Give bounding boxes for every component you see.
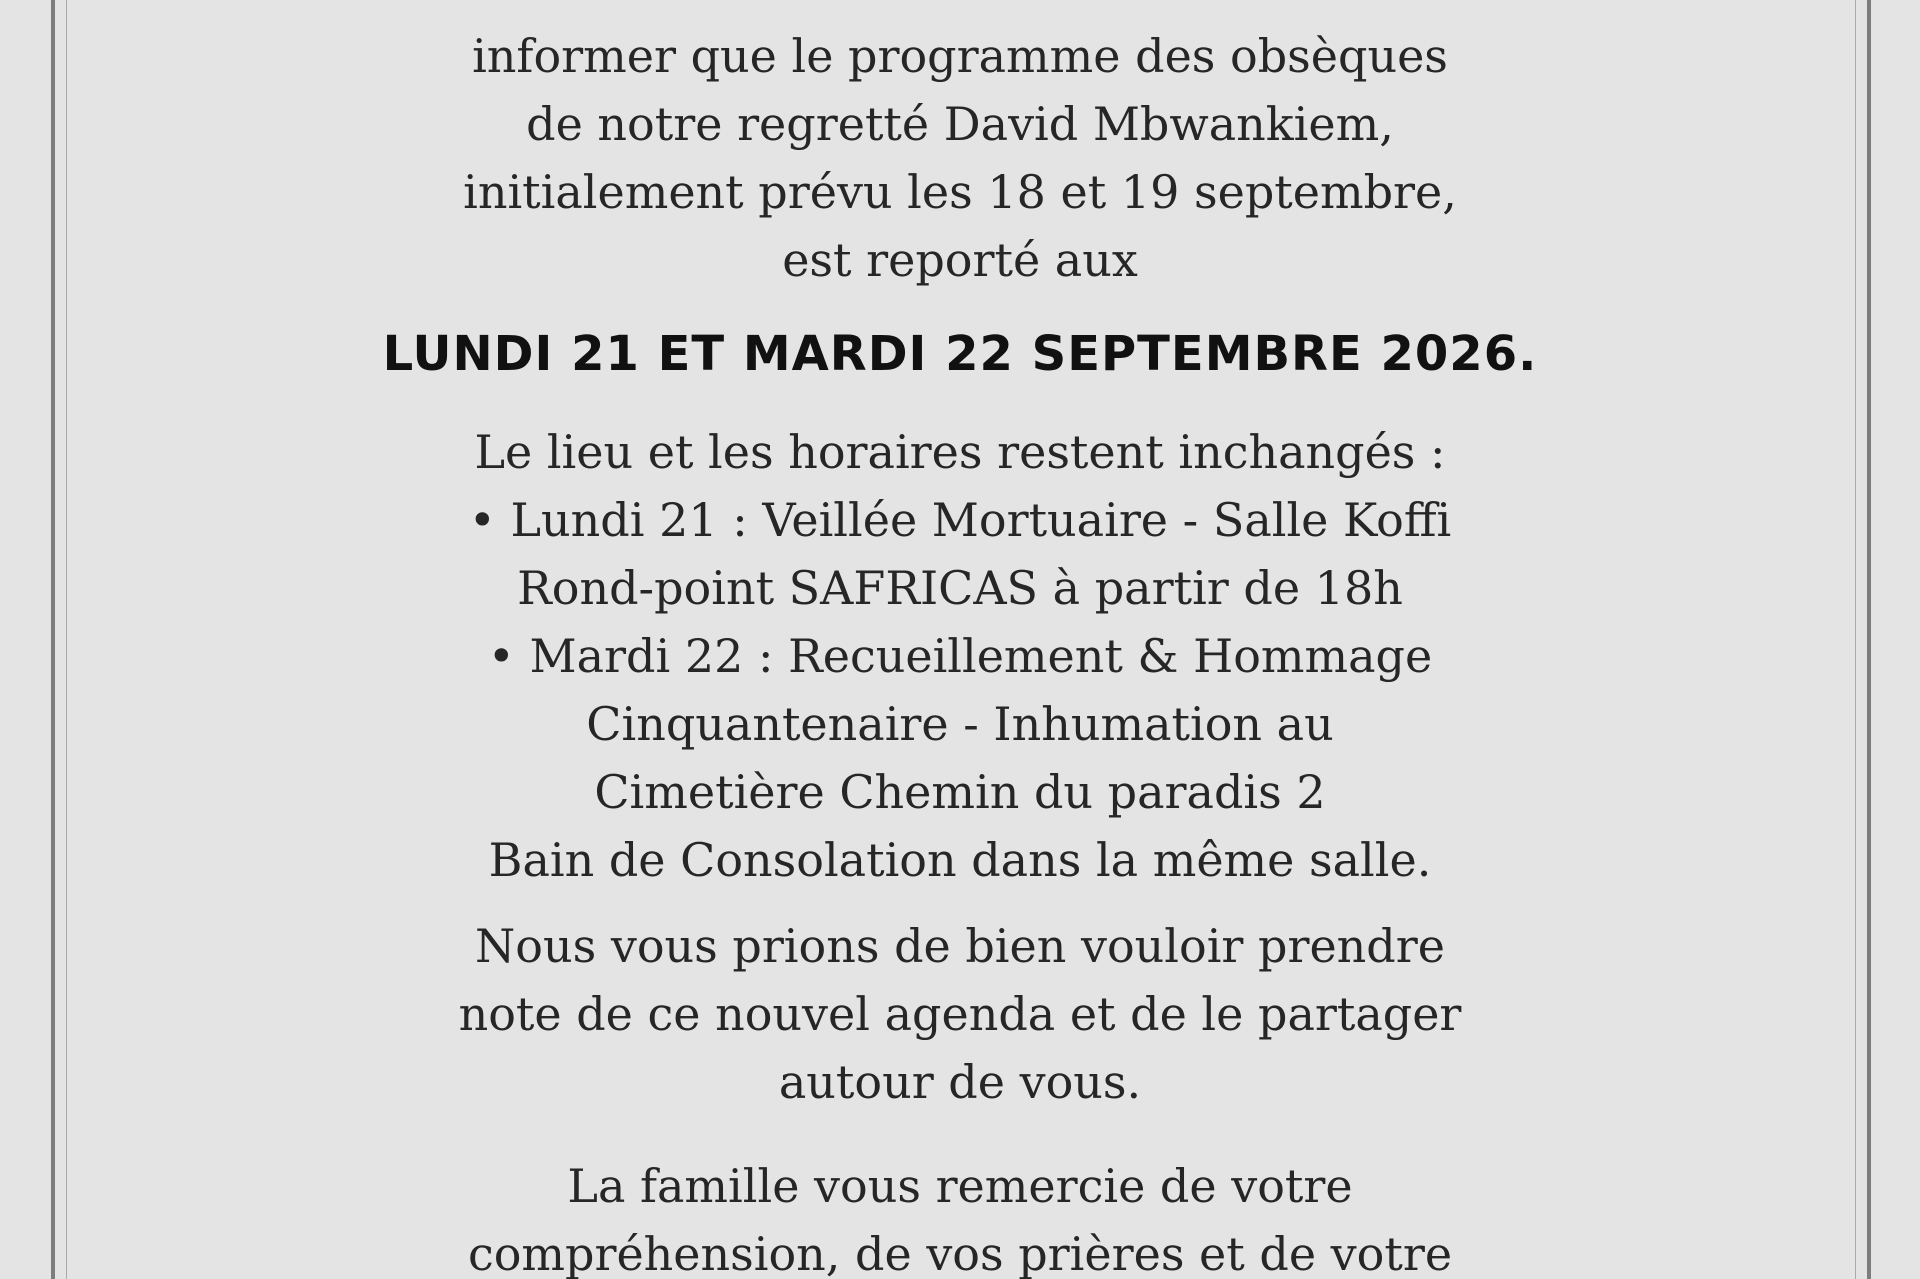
request-line: autour de vous. [778, 1055, 1142, 1109]
frame-border-right [1867, 0, 1871, 1279]
intro-line: de notre regretté David Mbwankiem, [526, 97, 1394, 151]
intro-paragraph [80, 0, 1840, 294]
intro-line: est reporté aux [782, 233, 1138, 287]
notice-content [80, 0, 1840, 1279]
new-dates-heading: LUNDI 21 ET MARDI 22 SEPTEMBRE 2026. [382, 326, 1538, 382]
schedule-line: Le lieu et les horaires restent inchangés : [474, 425, 1446, 479]
intro-line: informer que le programme des obsèques [472, 29, 1448, 83]
schedule-line: Cinquantenaire - Inhumation au [586, 697, 1334, 751]
schedule-paragraph [80, 418, 1840, 894]
schedule-line: • Lundi 21 : Veillée Mortuaire - Salle Koffi [468, 493, 1452, 547]
request-line: Nous vous prions de bien vouloir prendre [475, 919, 1445, 973]
request-paragraph [80, 912, 1840, 1116]
thanks-line: La famille vous remercie de votre [567, 1159, 1353, 1213]
frame-inner-border-right [1855, 0, 1856, 1279]
thanks-paragraph [80, 1152, 1840, 1279]
schedule-line: Bain de Consolation dans la même salle. [488, 833, 1432, 887]
schedule-line: • Mardi 22 : Recueillement & Hommage [487, 629, 1433, 683]
schedule-line: Rond-point SAFRICAS à partir de 18h [517, 561, 1403, 615]
request-line: note de ce nouvel agenda et de le partager [458, 987, 1462, 1041]
schedule-line: Cimetière Chemin du paradis 2 [594, 765, 1326, 819]
frame-border-left [51, 0, 55, 1279]
frame-inner-border-left [66, 0, 67, 1279]
thanks-line: compréhension, de vos prières et de votre [467, 1227, 1453, 1279]
intro-line: initialement prévu les 18 et 19 septembre, [463, 165, 1457, 219]
